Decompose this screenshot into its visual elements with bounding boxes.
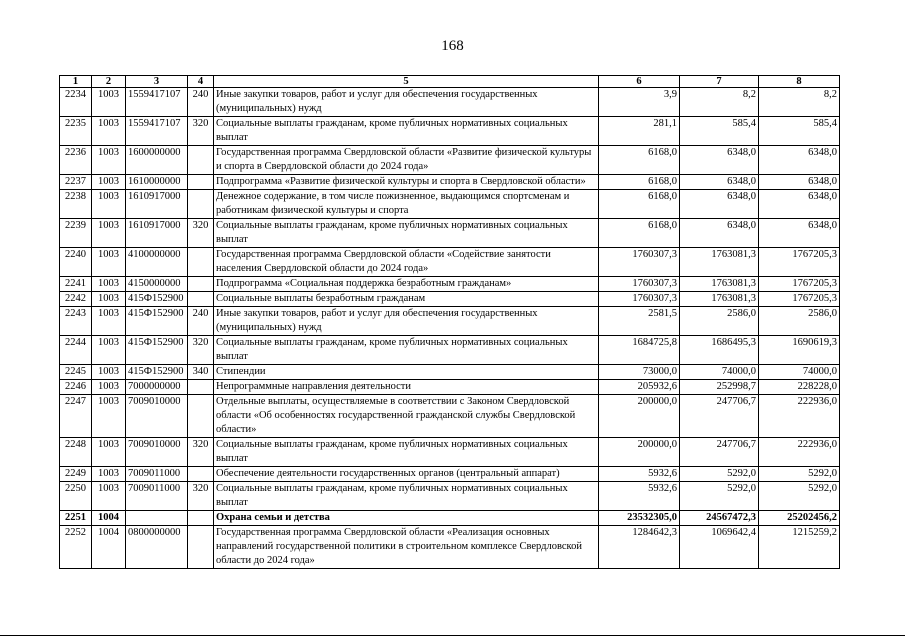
amount-cell-7: 2586,0 — [680, 307, 759, 336]
table-row — [60, 395, 840, 438]
section-code-cell: 1003 — [92, 365, 126, 380]
amount-cell-6: 1284642,3 — [599, 526, 680, 569]
header-cell: 2 — [92, 76, 126, 88]
section-code-cell: 1003 — [92, 438, 126, 467]
target-article-cell: 7000000000 — [126, 380, 188, 395]
row-number-cell: 2248 — [60, 438, 92, 467]
section-code-cell: 1003 — [92, 219, 126, 248]
row-number-cell: 2242 — [60, 292, 92, 307]
row-number-cell: 2239 — [60, 219, 92, 248]
section-code-cell: 1003 — [92, 146, 126, 175]
row-number-cell: 2250 — [60, 482, 92, 511]
item-name-cell: Подпрограмма «Социальная поддержка безработным гражданам» — [214, 277, 599, 292]
section-code-cell: 1003 — [92, 467, 126, 482]
amount-cell-7: 1763081,3 — [680, 292, 759, 307]
table-row — [60, 146, 840, 175]
amount-cell-8: 6348,0 — [759, 190, 840, 219]
expense-type-cell — [188, 380, 214, 395]
row-number-cell: 2245 — [60, 365, 92, 380]
target-article-cell: 7009010000 — [126, 395, 188, 438]
row-number-cell: 2243 — [60, 307, 92, 336]
target-article-cell: 415Ф152900 — [126, 365, 188, 380]
header-cell: 8 — [759, 76, 840, 88]
amount-cell-7: 1763081,3 — [680, 248, 759, 277]
row-number-cell: 2240 — [60, 248, 92, 277]
amount-cell-7: 6348,0 — [680, 175, 759, 190]
target-article-cell: 1559417107 — [126, 117, 188, 146]
item-name-cell: Охрана семьи и детства — [214, 511, 599, 526]
table-row — [60, 248, 840, 277]
amount-cell-8: 5292,0 — [759, 482, 840, 511]
table-row — [60, 438, 840, 467]
amount-cell-7: 247706,7 — [680, 438, 759, 467]
row-number-cell: 2236 — [60, 146, 92, 175]
expense-type-cell: 320 — [188, 438, 214, 467]
expense-type-cell: 320 — [188, 482, 214, 511]
expense-type-cell — [188, 190, 214, 219]
amount-cell-8: 1767205,3 — [759, 248, 840, 277]
table-row — [60, 175, 840, 190]
target-article-cell: 0800000000 — [126, 526, 188, 569]
item-name-cell: Социальные выплаты гражданам, кроме публичных нормативных социальных выплат — [214, 336, 599, 365]
amount-cell-6: 200000,0 — [599, 438, 680, 467]
expense-type-cell: 320 — [188, 219, 214, 248]
target-article-cell — [126, 511, 188, 526]
expense-type-cell — [188, 248, 214, 277]
expense-type-cell: 320 — [188, 117, 214, 146]
item-name-cell: Социальные выплаты гражданам, кроме публичных нормативных социальных выплат — [214, 482, 599, 511]
target-article-cell: 415Ф152900 — [126, 292, 188, 307]
section-code-cell: 1003 — [92, 482, 126, 511]
section-code-cell: 1003 — [92, 190, 126, 219]
amount-cell-6: 200000,0 — [599, 395, 680, 438]
target-article-cell: 415Ф152900 — [126, 336, 188, 365]
header-cell: 4 — [188, 76, 214, 88]
section-code-cell: 1003 — [92, 277, 126, 292]
section-code-cell: 1003 — [92, 248, 126, 277]
amount-cell-8: 5292,0 — [759, 467, 840, 482]
expense-type-cell: 240 — [188, 88, 214, 117]
item-name-cell: Социальные выплаты гражданам, кроме публичных нормативных социальных выплат — [214, 219, 599, 248]
table-row — [60, 365, 840, 380]
header-row — [60, 76, 840, 88]
amount-cell-6: 73000,0 — [599, 365, 680, 380]
amount-cell-8: 585,4 — [759, 117, 840, 146]
amount-cell-6: 2581,5 — [599, 307, 680, 336]
table-row — [60, 307, 840, 336]
expense-type-cell: 320 — [188, 336, 214, 365]
target-article-cell: 1610917000 — [126, 190, 188, 219]
amount-cell-8: 2586,0 — [759, 307, 840, 336]
amount-cell-6: 23532305,0 — [599, 511, 680, 526]
item-name-cell: Непрограммные направления деятельности — [214, 380, 599, 395]
amount-cell-7: 6348,0 — [680, 146, 759, 175]
section-code-cell: 1003 — [92, 88, 126, 117]
amount-cell-8: 6348,0 — [759, 175, 840, 190]
amount-cell-7: 6348,0 — [680, 219, 759, 248]
amount-cell-6: 1760307,3 — [599, 292, 680, 307]
header-cell: 7 — [680, 76, 759, 88]
expense-type-cell — [188, 467, 214, 482]
target-article-cell: 7009011000 — [126, 482, 188, 511]
amount-cell-6: 205932,6 — [599, 380, 680, 395]
section-code-cell: 1004 — [92, 526, 126, 569]
header-cell: 5 — [214, 76, 599, 88]
item-name-cell: Социальные выплаты гражданам, кроме публичных нормативных социальных выплат — [214, 438, 599, 467]
target-article-cell: 1559417107 — [126, 88, 188, 117]
amount-cell-6: 1684725,8 — [599, 336, 680, 365]
table-body — [60, 88, 840, 569]
row-number-cell: 2252 — [60, 526, 92, 569]
item-name-cell: Социальные выплаты гражданам, кроме публичных нормативных социальных выплат — [214, 117, 599, 146]
target-article-cell: 415Ф152900 — [126, 307, 188, 336]
amount-cell-6: 6168,0 — [599, 190, 680, 219]
amount-cell-8: 8,2 — [759, 88, 840, 117]
amount-cell-7: 6348,0 — [680, 190, 759, 219]
row-number-cell: 2249 — [60, 467, 92, 482]
table-row — [60, 467, 840, 482]
amount-cell-8: 74000,0 — [759, 365, 840, 380]
expense-type-cell — [188, 146, 214, 175]
page-number: 168 — [441, 38, 464, 54]
expense-type-cell: 340 — [188, 365, 214, 380]
section-code-cell: 1004 — [92, 511, 126, 526]
table-row — [60, 277, 840, 292]
row-number-cell: 2247 — [60, 395, 92, 438]
section-code-cell: 1003 — [92, 117, 126, 146]
row-number-cell: 2241 — [60, 277, 92, 292]
row-number-cell: 2246 — [60, 380, 92, 395]
table-row — [60, 482, 840, 511]
item-name-cell: Стипендии — [214, 365, 599, 380]
table-row — [60, 88, 840, 117]
table-row — [60, 511, 840, 526]
row-number-cell: 2237 — [60, 175, 92, 190]
amount-cell-7: 247706,7 — [680, 395, 759, 438]
expense-type-cell — [188, 526, 214, 569]
amount-cell-7: 8,2 — [680, 88, 759, 117]
table-row — [60, 336, 840, 365]
section-code-cell: 1003 — [92, 292, 126, 307]
section-code-cell: 1003 — [92, 395, 126, 438]
expense-type-cell — [188, 277, 214, 292]
expense-type-cell — [188, 292, 214, 307]
header-cell: 6 — [599, 76, 680, 88]
target-article-cell: 7009011000 — [126, 467, 188, 482]
table-row — [60, 292, 840, 307]
amount-cell-6: 6168,0 — [599, 219, 680, 248]
amount-cell-8: 1767205,3 — [759, 277, 840, 292]
amount-cell-8: 6348,0 — [759, 146, 840, 175]
section-code-cell: 1003 — [92, 175, 126, 190]
row-number-cell: 2235 — [60, 117, 92, 146]
item-name-cell: Иные закупки товаров, работ и услуг для обеспечения государственных (муниципальных) нужд — [214, 307, 599, 336]
target-article-cell: 4100000000 — [126, 248, 188, 277]
section-code-cell: 1003 — [92, 380, 126, 395]
row-number-cell: 2244 — [60, 336, 92, 365]
target-article-cell: 7009010000 — [126, 438, 188, 467]
amount-cell-7: 1069642,4 — [680, 526, 759, 569]
item-name-cell: Обеспечение деятельности государственных органов (центральный аппарат) — [214, 467, 599, 482]
header-cell: 1 — [60, 76, 92, 88]
amount-cell-6: 3,9 — [599, 88, 680, 117]
item-name-cell: Иные закупки товаров, работ и услуг для обеспечения государственных (муниципальных) нужд — [214, 88, 599, 117]
amount-cell-7: 585,4 — [680, 117, 759, 146]
item-name-cell: Социальные выплаты безработным гражданам — [214, 292, 599, 307]
table-row — [60, 219, 840, 248]
target-article-cell: 1600000000 — [126, 146, 188, 175]
amount-cell-7: 5292,0 — [680, 482, 759, 511]
page-bottom-divider — [0, 635, 905, 636]
item-name-cell: Государственная программа Свердловской области «Содействие занятости населения Свердловской области до 2024 года» — [214, 248, 599, 277]
amount-cell-6: 6168,0 — [599, 175, 680, 190]
amount-cell-6: 1760307,3 — [599, 277, 680, 292]
amount-cell-7: 1763081,3 — [680, 277, 759, 292]
table-row — [60, 117, 840, 146]
header-cell: 3 — [126, 76, 188, 88]
row-number-cell: 2234 — [60, 88, 92, 117]
amount-cell-6: 1760307,3 — [599, 248, 680, 277]
expense-type-cell — [188, 511, 214, 526]
amount-cell-7: 5292,0 — [680, 467, 759, 482]
item-name-cell: Отдельные выплаты, осуществляемые в соответствии с Законом Свердловской области «Об особенностях государственной гражданской службы Свердловской области» — [214, 395, 599, 438]
amount-cell-8: 222936,0 — [759, 438, 840, 467]
amount-cell-7: 24567472,3 — [680, 511, 759, 526]
item-name-cell: Подпрограмма «Развитие физической культуры и спорта в Свердловской области» — [214, 175, 599, 190]
table-row — [60, 190, 840, 219]
amount-cell-8: 222936,0 — [759, 395, 840, 438]
item-name-cell: Государственная программа Свердловской области «Развитие физической культуры и спорта в Свердловской области до 2024 года» — [214, 146, 599, 175]
amount-cell-8: 1767205,3 — [759, 292, 840, 307]
amount-cell-6: 281,1 — [599, 117, 680, 146]
amount-cell-6: 5932,6 — [599, 467, 680, 482]
item-name-cell: Денежное содержание, в том числе пожизненное, выдающимся спортсменам и работникам физической культуры и спорта — [214, 190, 599, 219]
target-article-cell: 1610000000 — [126, 175, 188, 190]
target-article-cell: 4150000000 — [126, 277, 188, 292]
row-number-cell: 2238 — [60, 190, 92, 219]
budget-table — [59, 75, 840, 569]
row-number-cell: 2251 — [60, 511, 92, 526]
target-article-cell: 1610917000 — [126, 219, 188, 248]
table-row — [60, 526, 840, 569]
section-code-cell: 1003 — [92, 307, 126, 336]
amount-cell-8: 25202456,2 — [759, 511, 840, 526]
expense-type-cell: 240 — [188, 307, 214, 336]
expense-type-cell — [188, 175, 214, 190]
amount-cell-8: 1690619,3 — [759, 336, 840, 365]
amount-cell-7: 1686495,3 — [680, 336, 759, 365]
amount-cell-6: 6168,0 — [599, 146, 680, 175]
expense-type-cell — [188, 395, 214, 438]
amount-cell-7: 74000,0 — [680, 365, 759, 380]
amount-cell-8: 6348,0 — [759, 219, 840, 248]
item-name-cell: Государственная программа Свердловской области «Реализация основных направлений государственной политики в строительном комплексе Свердловской области до 2024 года» — [214, 526, 599, 569]
table-row — [60, 380, 840, 395]
amount-cell-8: 1215259,2 — [759, 526, 840, 569]
amount-cell-7: 252998,7 — [680, 380, 759, 395]
amount-cell-8: 228228,0 — [759, 380, 840, 395]
section-code-cell: 1003 — [92, 336, 126, 365]
amount-cell-6: 5932,6 — [599, 482, 680, 511]
